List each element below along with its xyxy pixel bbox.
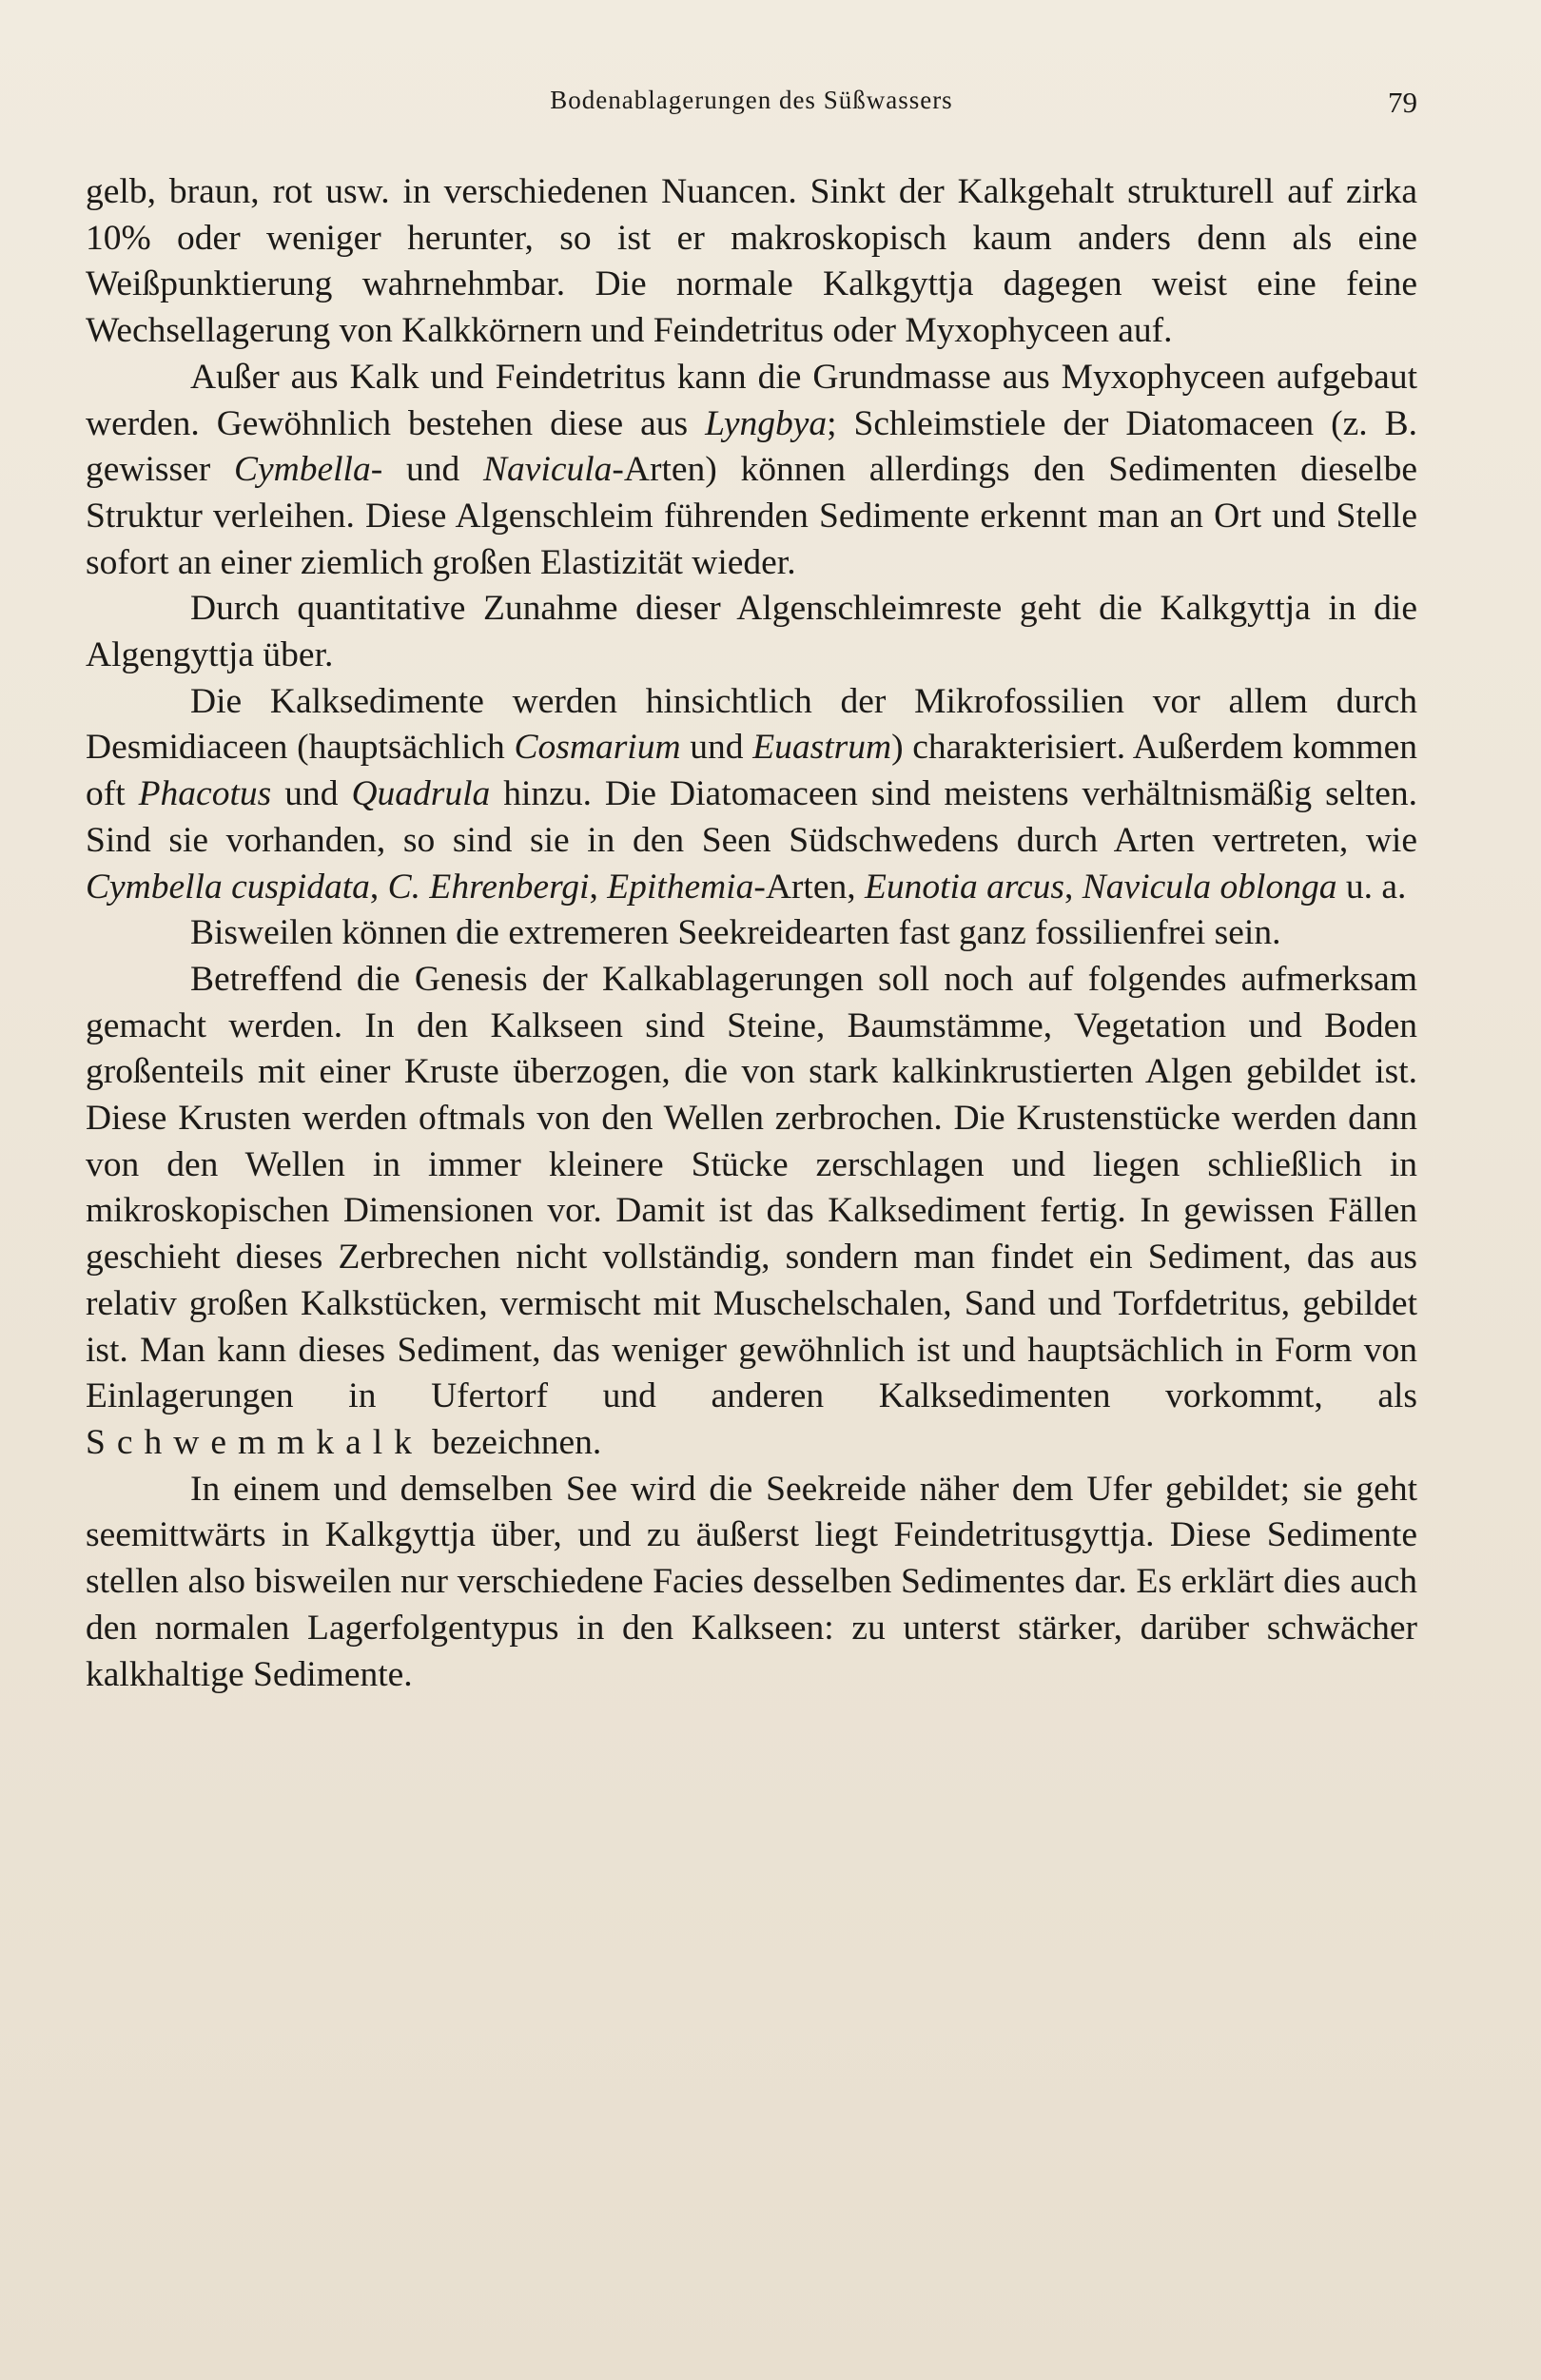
text-run: Durch quantitative Zunahme dieser Algenschleimreste geht die Kalkgyttja in die Algengyttja über. bbox=[86, 589, 1417, 675]
italic-term: Navicula oblonga bbox=[1082, 867, 1337, 907]
emphasized-term: Schwemmkalk bbox=[86, 1422, 423, 1462]
text-run: , bbox=[589, 867, 608, 907]
text-run: Betreffend die Genesis der Kalkablagerungen soll noch auf folgendes aufmerksam gemacht werden. In den Kalkseen sind Steine, Baumstämme, Vegetation und Boden großenteils mit einer Kruste überzogen, die von stark kalkinkrustierten Algen gebildet ist. Diese Krusten werden oftmals von den Wellen zerbrochen. Die Krustenstücke werden dann von den Wellen in immer kleinere Stücke zerschlagen und liegen schließlich in mikroskopischen Dimensionen vor. Damit ist das Kalksediment fertig. In gewissen Fällen geschieht dieses Zerbrechen nicht vollständig, sondern man findet ein Sediment, das aus relativ großen Kalkstücken, vermischt mit Muschelschalen, Sand und Torfdetritus, gebildet ist. Man kann dieses Sediment, das weniger gewöhnlich ist und hauptsächlich in Form von Einlagerungen in Ufertorf und anderen Kalksedimenten vorkommt, als bbox=[86, 959, 1417, 1416]
text-run: und bbox=[680, 728, 753, 768]
italic-term: Phacotus bbox=[138, 774, 272, 814]
paragraph bbox=[86, 679, 1417, 911]
text-run: hinzu. Die Diatomaceen sind meistens verhältnismäßig selten. Sind sie vorhanden, so sind sie in den Seen Südschwedens durch Arten vertreten, wie bbox=[86, 774, 1417, 860]
text-run: In einem und demselben See wird die Seekreide näher dem Ufer gebildet; sie geht seemittwärts in Kalkgyttja über, und zu äußerst liegt Feindetritusgyttja. Diese Sedimente stellen also bisweilen nur verschiedene Facies desselben Sedimentes dar. Es erklärt dies auch den normalen Lagerfolgentypus in den Kalkseen: zu unterst stärker, darüber schwächer kalkhaltige Sedimente. bbox=[86, 1469, 1417, 1694]
page-header bbox=[86, 86, 1417, 127]
text-run: , bbox=[369, 867, 388, 907]
text-run: , bbox=[1064, 867, 1083, 907]
paragraph bbox=[86, 169, 1417, 355]
paragraph bbox=[86, 355, 1417, 587]
body-text bbox=[86, 169, 1417, 1698]
text-run: Außer aus Kalk und Feindetritus kann die Grundmasse aus Myxophyceen aufgebaut werden. Gewöhnlich bestehen diese aus bbox=[86, 357, 1417, 443]
italic-term: C. Ehrenbergi bbox=[387, 867, 590, 907]
text-run: ) charakterisiert. Außerdem kommen oft bbox=[86, 728, 1417, 814]
italic-term: Euastrum bbox=[752, 728, 892, 768]
text-run: - und bbox=[370, 450, 484, 490]
text-run: gelb, braun, rot usw. in verschiedenen Nuancen. Sinkt der Kalkgehalt strukturell auf zirka 10% oder weniger herunter, so ist er makroskopisch kaum anders denn als eine Weißpunktierung wahrnehmbar. Die normale Kalkgyttja dagegen weist eine feine Wechsellagerung von Kalkkörnern und Feindetritus oder Myxophyceen auf. bbox=[86, 172, 1417, 351]
text-run: u. a. bbox=[1336, 867, 1407, 907]
italic-term: Navicula bbox=[483, 450, 613, 490]
italic-term: Eunotia arcus bbox=[864, 867, 1065, 907]
paragraph bbox=[86, 957, 1417, 1467]
text-run: Bisweilen können die extremeren Seekreidearten fast ganz fossilienfrei sein. bbox=[190, 913, 1281, 953]
text-run: -Arten) können allerdings den Sedimenten dieselbe Struktur verleihen. Diese Algenschleim führenden Sedimente erkennt man an Ort und Stelle sofort an einer ziemlich großen Elastizität wieder. bbox=[86, 450, 1417, 582]
italic-term: Cymbella cuspidata bbox=[86, 867, 370, 907]
text-run: -Arten, bbox=[753, 867, 865, 907]
italic-term: Quadrula bbox=[351, 774, 491, 814]
page-number: 79 bbox=[1388, 86, 1417, 119]
paragraph bbox=[86, 586, 1417, 678]
text-run: ; Schleimstiele der Diatomaceen (z. B. gewisser bbox=[86, 403, 1417, 490]
italic-term: Cymbella bbox=[234, 450, 371, 490]
italic-term: Cosmarium bbox=[514, 728, 681, 768]
text-run: und bbox=[271, 774, 352, 814]
text-run: bezeichnen. bbox=[422, 1422, 602, 1462]
paragraph bbox=[86, 910, 1417, 957]
running-head: Bodenablagerungen des Süßwassers bbox=[550, 86, 953, 114]
italic-term: Lyngbya bbox=[705, 403, 828, 443]
italic-term: Epithemia bbox=[607, 867, 754, 907]
text-run: Die Kalksedimente werden hinsichtlich der Mikrofossilien vor allem durch Desmidiaceen (hauptsächlich bbox=[86, 681, 1417, 768]
paragraph bbox=[86, 1467, 1417, 1699]
